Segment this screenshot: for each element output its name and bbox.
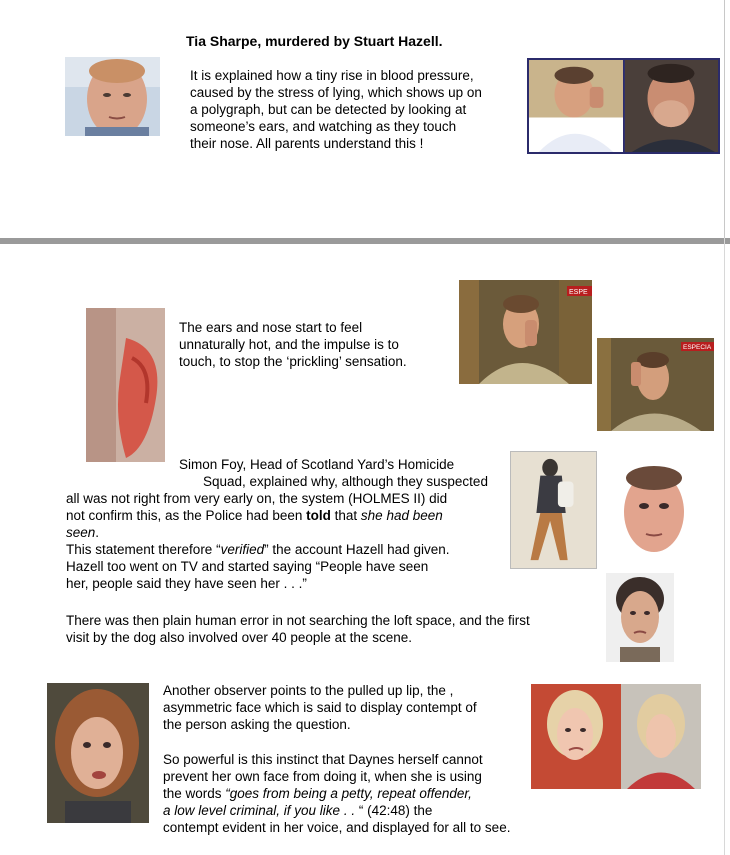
instinct-line-2: prevent her own face from doing it, when she is using [163, 769, 482, 784]
foy-line-5-italic: seen [66, 525, 96, 540]
observer-line-2: asymmetric face which is said to display contempt of [163, 700, 477, 715]
foy-line-7: Hazell too went on TV and started saying “People have seen [66, 559, 429, 574]
intro-line-2: caused by the stress of lying, which shows up on [190, 85, 482, 100]
foy-line-5-end: . [95, 525, 100, 540]
foy-line-6-a: This statement therefore “ [66, 542, 221, 557]
ear-text-line-2: unnaturally hot, and the impulse is to [179, 337, 399, 352]
foy-line-6-italic: verified [220, 542, 265, 557]
intro-line-4: someone’s ears, and watching as they touch [190, 119, 457, 134]
instinct-line-1: So powerful is this instinct that Daynes herself cannot [163, 752, 483, 767]
photo-kate-mccann [531, 684, 701, 789]
foy-line-4 [66, 507, 443, 524]
foy-line-4-bold: told [306, 508, 331, 523]
photo-woman-frowning [606, 573, 674, 662]
foy-line-4-b: that [330, 508, 361, 523]
foy-line-3: all was not right from very early on, the system (HOLMES II) did [66, 491, 448, 506]
foy-line-6 [66, 541, 449, 558]
ear-text-line-3: touch, to stop the ‘prickling’ sensation. [179, 354, 407, 369]
tv-badge-2: ESPECIA [683, 344, 712, 351]
observer-line-1: Another observer points to the pulled up lip, the , [163, 683, 454, 698]
section-divider [0, 238, 730, 244]
instinct-line-3-a: the words [163, 786, 226, 801]
foy-line-1: Simon Foy, Head of Scotland Yard’s Homicide [179, 457, 455, 472]
instinct-line-5: contempt evident in her voice, and displayed for all to see. [163, 820, 511, 835]
article-title: Tia Sharpe, murdered by Stuart Hazell. [186, 33, 443, 49]
ear-text-line-1: The ears and nose start to feel [179, 320, 363, 335]
foy-line-6-b: ” the account Hazell had given. [264, 542, 450, 557]
page-right-edge-lower [724, 238, 725, 855]
intro-line-1: It is explained how a tiny rise in blood pressure, [190, 68, 474, 83]
tv-badge-1: ESPE [569, 289, 588, 296]
photo-father-phone-and-nose [527, 58, 720, 154]
foy-line-8: her, people said they have seen her . . .” [66, 576, 307, 591]
photo-stuart-hazell [65, 57, 160, 136]
photo-tv-touching-ear [597, 338, 714, 431]
photo-sketch-man-carrying-child [510, 451, 597, 569]
instinct-line-3 [163, 785, 472, 802]
instinct-line-4 [163, 802, 432, 819]
foy-line-4-a: not confirm this, as the Police had been [66, 508, 307, 523]
observer-line-3: the person asking the question. [163, 717, 351, 732]
foy-line-10: visit by the dog also involved over 40 people at the scene. [66, 630, 412, 645]
foy-line-5 [66, 524, 99, 541]
foy-line-9: There was then plain human error in not searching the loft space, and the first [66, 613, 530, 628]
intro-line-3: a polygraph, but can be detected by looking at [190, 102, 467, 117]
foy-line-2: Squad, explained why, although they suspected [203, 474, 488, 489]
instinct-line-3-italic: “goes from being a petty, repeat offender, [225, 786, 472, 801]
photo-daynes [47, 683, 149, 823]
photo-ear-closeup [86, 308, 165, 462]
intro-line-5: their nose. All parents understand this ! [190, 136, 424, 151]
photo-efit-suspect [614, 462, 693, 560]
instinct-line-4-end: “ (42:48) the [358, 803, 433, 818]
instinct-line-4-italic: a low level criminal, if you like . . [163, 803, 359, 818]
foy-line-4-italic: she had been [360, 508, 443, 523]
photo-tv-touching-nose [459, 280, 592, 384]
